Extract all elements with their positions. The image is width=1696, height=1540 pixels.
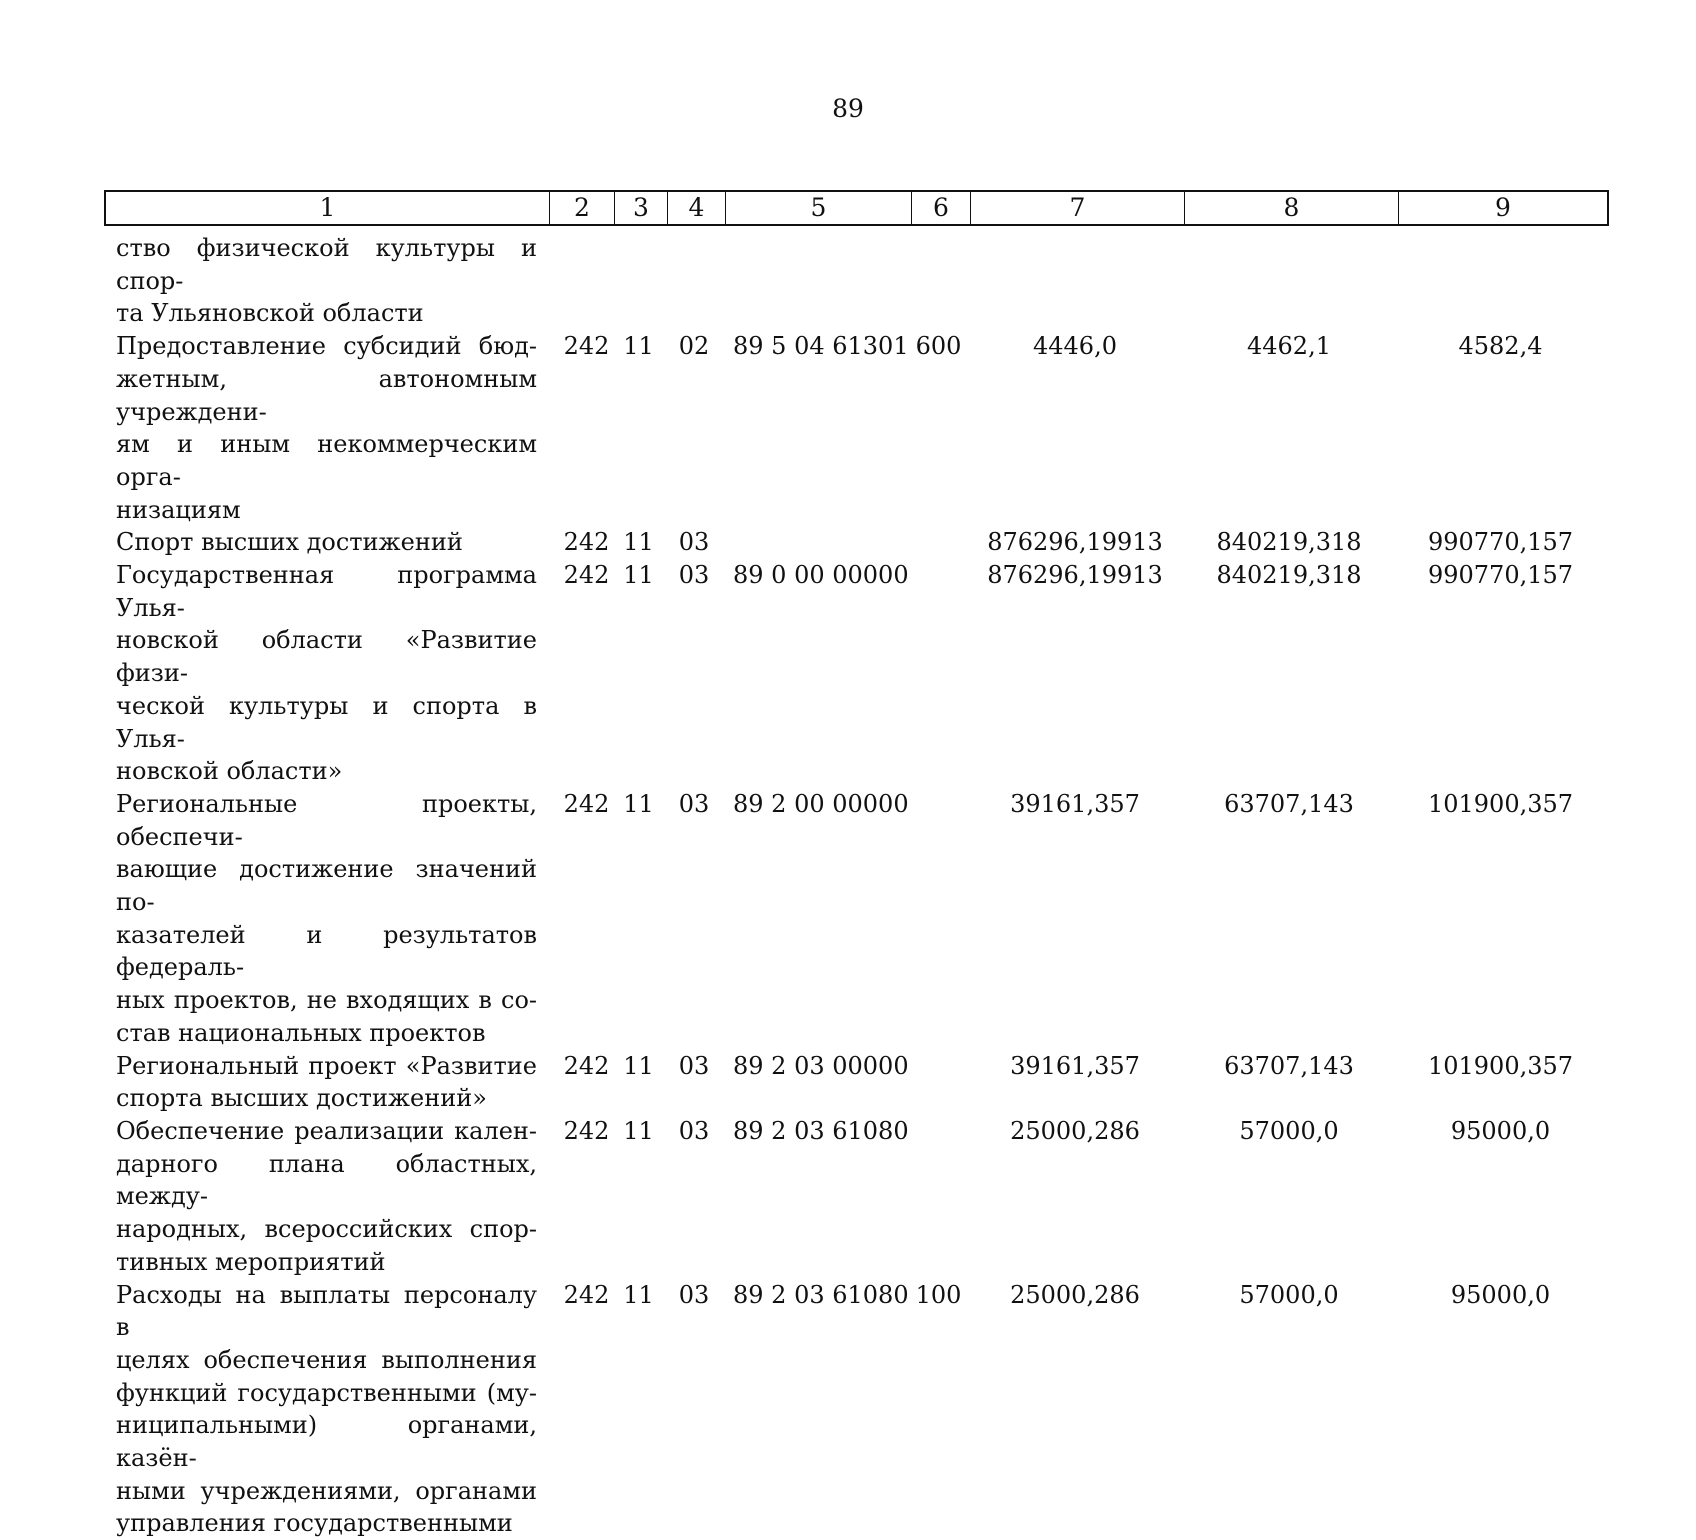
cell-amount-col7: 39161,357 — [968, 1050, 1182, 1115]
cell-section: 11 — [612, 330, 665, 526]
row-description — [104, 788, 547, 1050]
description-line: Расходы на выплаты персоналу в — [116, 1279, 537, 1344]
cell-subsection: 02 — [665, 330, 723, 526]
cell-expense-type — [909, 526, 968, 559]
cell-ministry-code: 242 — [547, 1115, 612, 1279]
cell-amount-col7: 39161,357 — [968, 788, 1182, 1050]
description-line: ниципальными) органами, казён- — [116, 1409, 537, 1474]
table-row — [104, 526, 1605, 559]
description-line: новской области «Развитие физи- — [116, 624, 537, 689]
row-description — [104, 1050, 547, 1115]
cell-expense-type — [909, 1115, 968, 1279]
row-description — [104, 559, 547, 788]
cell-ministry-code: 242 — [547, 788, 612, 1050]
table-row — [104, 1050, 1605, 1115]
cell-expense-type — [909, 1050, 968, 1115]
column-header-3: 3 — [614, 192, 667, 224]
cell-subsection: 03 — [665, 1050, 723, 1115]
description-line: народных, всероссийских спор- — [116, 1213, 537, 1246]
cell-ministry-code: 242 — [547, 1050, 612, 1115]
cell-target-article: 89 2 03 00000 — [723, 1050, 909, 1115]
row-description — [104, 1115, 547, 1279]
cell-amount-col7: 4446,0 — [968, 330, 1182, 526]
description-line: новской области» — [116, 755, 537, 788]
cell-amount-col8: 840219,318 — [1182, 526, 1396, 559]
cell-subsection: 03 — [665, 1115, 723, 1279]
table-row — [104, 788, 1605, 1050]
cell-amount-col9: 101900,357 — [1396, 788, 1605, 1050]
cell-section: 11 — [612, 1115, 665, 1279]
row-description — [104, 330, 547, 526]
description-line: тивных мероприятий — [116, 1246, 537, 1279]
cell-amount-col9: 990770,157 — [1396, 526, 1605, 559]
description-line: Спорт высших достижений — [116, 526, 537, 559]
cell-target-article: 89 2 03 61080 — [723, 1115, 909, 1279]
cell-subsection: 03 — [665, 559, 723, 788]
cell-target-article — [723, 526, 909, 559]
cell-amount-col9: 990770,157 — [1396, 559, 1605, 788]
cell-amount-col7 — [968, 232, 1182, 330]
column-header-2: 2 — [549, 192, 614, 224]
description-line: та Ульяновской области — [116, 297, 537, 330]
cell-section — [612, 232, 665, 330]
description-line: став национальных проектов — [116, 1017, 537, 1050]
description-line: Региональный проект «Развитие — [116, 1050, 537, 1083]
table-row — [104, 1279, 1605, 1540]
cell-amount-col8: 63707,143 — [1182, 1050, 1396, 1115]
cell-amount-col8: 57000,0 — [1182, 1115, 1396, 1279]
description-line: ных проектов, не входящих в со- — [116, 984, 537, 1017]
cell-target-article — [723, 232, 909, 330]
cell-amount-col9: 4582,4 — [1396, 330, 1605, 526]
cell-section: 11 — [612, 788, 665, 1050]
cell-subsection: 03 — [665, 526, 723, 559]
column-header-5: 5 — [725, 192, 911, 224]
cell-amount-col7: 876296,19913 — [968, 559, 1182, 788]
description-line: низациям — [116, 494, 537, 527]
cell-amount-col8: 63707,143 — [1182, 788, 1396, 1050]
cell-amount-col9: 101900,357 — [1396, 1050, 1605, 1115]
cell-amount-col8: 840219,318 — [1182, 559, 1396, 788]
cell-amount-col8: 57000,0 — [1182, 1279, 1396, 1540]
cell-expense-type: 100 — [909, 1279, 968, 1540]
column-header-9: 9 — [1398, 192, 1607, 224]
table-row — [104, 232, 1605, 330]
cell-amount-col7: 25000,286 — [968, 1115, 1182, 1279]
table-row — [104, 1115, 1605, 1279]
description-line: ство физической культуры и спор- — [116, 232, 537, 297]
cell-target-article: 89 5 04 61301 — [723, 330, 909, 526]
description-line: спорта высших достижений» — [116, 1082, 537, 1115]
cell-expense-type — [909, 559, 968, 788]
description-line: Обеспечение реализации кален- — [116, 1115, 537, 1148]
cell-ministry-code: 242 — [547, 330, 612, 526]
cell-subsection: 03 — [665, 788, 723, 1050]
cell-section: 11 — [612, 559, 665, 788]
description-line: дарного плана областных, между- — [116, 1148, 537, 1213]
table-header-row — [104, 190, 1609, 226]
description-line: Региональные проекты, обеспечи- — [116, 788, 537, 853]
description-line: ными учреждениями, органами — [116, 1475, 537, 1508]
cell-section: 11 — [612, 1050, 665, 1115]
row-description — [104, 526, 547, 559]
column-header-7: 7 — [970, 192, 1184, 224]
column-header-1: 1 — [106, 192, 549, 224]
description-line: управления государственными — [116, 1507, 537, 1540]
cell-ministry-code — [547, 232, 612, 330]
description-line: ям и иным некоммерческим орга- — [116, 428, 537, 493]
cell-subsection: 03 — [665, 1279, 723, 1540]
row-description — [104, 232, 547, 330]
cell-amount-col9: 95000,0 — [1396, 1279, 1605, 1540]
column-header-4: 4 — [667, 192, 725, 224]
cell-expense-type: 600 — [909, 330, 968, 526]
table-row — [104, 330, 1605, 526]
description-line: Государственная программа Улья- — [116, 559, 537, 624]
cell-amount-col8: 4462,1 — [1182, 330, 1396, 526]
cell-expense-type — [909, 788, 968, 1050]
cell-ministry-code: 242 — [547, 1279, 612, 1540]
cell-amount-col8 — [1182, 232, 1396, 330]
page-number: 89 — [0, 94, 1696, 123]
table-row — [104, 559, 1605, 788]
description-line: ческой культуры и спорта в Улья- — [116, 690, 537, 755]
description-line: вающие достижение значений по- — [116, 853, 537, 918]
cell-section: 11 — [612, 1279, 665, 1540]
cell-section: 11 — [612, 526, 665, 559]
cell-subsection — [665, 232, 723, 330]
cell-amount-col7: 25000,286 — [968, 1279, 1182, 1540]
cell-expense-type — [909, 232, 968, 330]
cell-ministry-code: 242 — [547, 526, 612, 559]
description-line: функций государственными (му- — [116, 1377, 537, 1410]
cell-amount-col9: 95000,0 — [1396, 1115, 1605, 1279]
description-line: Предоставление субсидий бюд- — [116, 330, 537, 363]
description-line: казателей и результатов федераль- — [116, 919, 537, 984]
cell-amount-col9 — [1396, 232, 1605, 330]
description-line: жетным, автономным учреждени- — [116, 363, 537, 428]
cell-amount-col7: 876296,19913 — [968, 526, 1182, 559]
row-description — [104, 1279, 547, 1540]
column-header-8: 8 — [1184, 192, 1398, 224]
cell-target-article: 89 2 00 00000 — [723, 788, 909, 1050]
description-line: целях обеспечения выполнения — [116, 1344, 537, 1377]
cell-target-article: 89 2 03 61080 — [723, 1279, 909, 1540]
cell-ministry-code: 242 — [547, 559, 612, 788]
column-header-6: 6 — [911, 192, 970, 224]
table-body — [104, 232, 1605, 1540]
cell-target-article: 89 0 00 00000 — [723, 559, 909, 788]
